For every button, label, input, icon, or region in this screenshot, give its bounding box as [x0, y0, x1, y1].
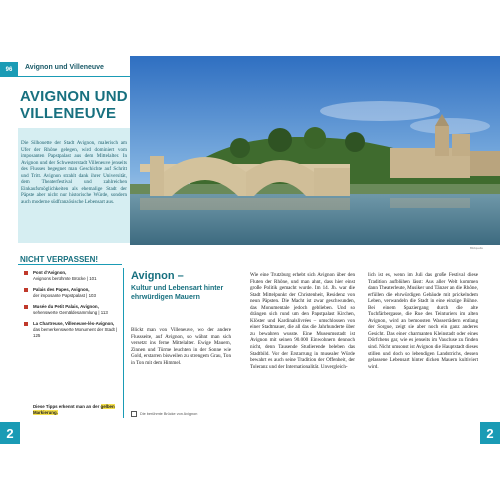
article-column-2: Wie eine Trutzburg erhebt sich Avignon über den Fluten der Rhône, und man ahnt, dass hier einst große Politik gemacht wurde. Im 14. Jh. war die Stadt Mittelpunkt der Christenheit, Residenz von neun Päpsten. Die Macht ist zwar geschwunden, das Monumentale jedoch geblieben. Und so drängen sich rund um den Papstpalast Kirchen, Klöster und Kardinalslivrées – umschlossen von einer Stadtmauer, die all das die Jahrhunderte über zu bewahren wusste. Eine Museumsstadt ist Avignon mit seinen 90.000 Einwohnern dennoch nicht, denn Tausende Studierende beleben das Stadtbild. Vor der Erstarrung in musealer Würde bewahrt es auch seine Tradition der Offenheit, der Toleranz und der Internationalität. Unvergleich-	[250, 272, 355, 370]
intro-text: Die Silhouette der Stadt Avignon, malerisch am Ufer der Rhône gelegen, wird dominiert vom imposanten Papstpalast aus dem Mittelalter. In Avignon und der Schwesterstadt Villeneuve jenseits des Flusses begegnet man Geschichte auf Schritt und Tritt. Avignon strahlt dank ihrer Universität, dem Theaterfestival und zahlreichen Einkaufsmöglichkeiten als ehemalige Stadt der Päpste aber nicht nur historische Würde, sondern auch moderne südfranzösische Lebensart aus.	[21, 140, 127, 205]
tip-highlight: gelben Markierung.	[33, 404, 115, 416]
article-subheading: Kultur und Lebensart hinter ehrwürdigen Mauern	[131, 285, 224, 301]
landscape-photo	[130, 56, 500, 245]
highlights-vertical-divider	[123, 268, 124, 418]
highlights-list	[24, 270, 124, 344]
page-title: AVIGNON UND VILLENEUVE	[20, 88, 128, 122]
red-square-marker-icon	[24, 288, 28, 292]
highlight-name: Palais des Papes, Avignon,	[33, 287, 90, 292]
highlight-name: La Chartreuse, Villeneuve-lès-Avignon,	[33, 321, 115, 326]
highlights-divider	[18, 264, 122, 265]
photo-ref-icon	[131, 411, 137, 417]
highlight-desc: Avignons berühmte Brücke | 101	[33, 276, 97, 281]
red-square-marker-icon	[24, 322, 28, 326]
article-column-3: lich ist es, wenn im Juli das große Festival diese Tradition aufblühen lässt: Aus aller Welt kommen dann Theaterleute, Musiker und Tänzer an die Rhône, erfüllen die ehrwürdigen Gebäude mit prickelndem Leben, verwandeln die Stadt in eine einzige Bühne. Bei einem Spaziergang durch die alte Tuchfärbergasse, die Rue des Teinturiers im alten Avignon, wird an bemoosten Wasserrädern entlang der Sorgue, zeigt sie aber noch ein ganz anderes Gesicht. Das einer charmanten Kleinstadt oder eines Dörfchens gar, wie es jenseits im Vaucluse zu finden sind. Nicht umsonst ist Avignon die Hauptstadt dieses stillen und doch so lebendigen Landstrichs, dessen gelassene Lebensart hinter dicken Mauern kultiviert wird.	[368, 272, 478, 370]
list-item	[24, 287, 124, 299]
highlights-title: NICHT VERPASSEN!	[20, 255, 99, 264]
tip-note	[33, 404, 123, 416]
list-item	[24, 270, 124, 282]
highlight-name: Pont d'Avignon,	[33, 270, 67, 275]
photo-caption	[131, 411, 241, 417]
article-column-1: Blickt man von Villeneuve, wo der andere Flussseite, auf Avignon, so wähnt man sich versetzt ins ferne Mittelalter. Ewige Mauern, Zinnen und Türme leuchten in der Sonne wie Gold, erstarren bisweilen zu strengem Grau, Ton in Ton mit dem Himmel.	[131, 327, 231, 366]
chapter-badge-left: 2	[0, 422, 20, 444]
red-square-marker-icon	[24, 271, 28, 275]
caption-text: Die berühmte Brücke von Avignon	[140, 412, 198, 416]
highlight-desc: sehenswerte Gemäldesammlung | 113	[33, 310, 108, 315]
tip-prefix: Diese Tipps erkennt man an der	[33, 404, 100, 409]
running-title: Avignon und Villeneuve	[25, 64, 104, 71]
highlight-desc: das bemerkenswerte Monument der Stadt | 125	[33, 327, 118, 338]
list-item	[24, 304, 124, 316]
photo-illustration	[130, 56, 500, 245]
article-heading: Avignon –	[131, 270, 184, 282]
page-number: 96	[0, 62, 18, 77]
chapter-badge-right: 2	[480, 422, 500, 444]
photo-credit: Bildquelle	[470, 246, 484, 250]
header-divider	[18, 76, 130, 77]
list-item	[24, 321, 124, 339]
red-square-marker-icon	[24, 305, 28, 309]
highlight-name: Musée du Petit Palais, Avignon,	[33, 304, 99, 309]
highlight-desc: der imposante Papstpalast | 103	[33, 293, 96, 298]
